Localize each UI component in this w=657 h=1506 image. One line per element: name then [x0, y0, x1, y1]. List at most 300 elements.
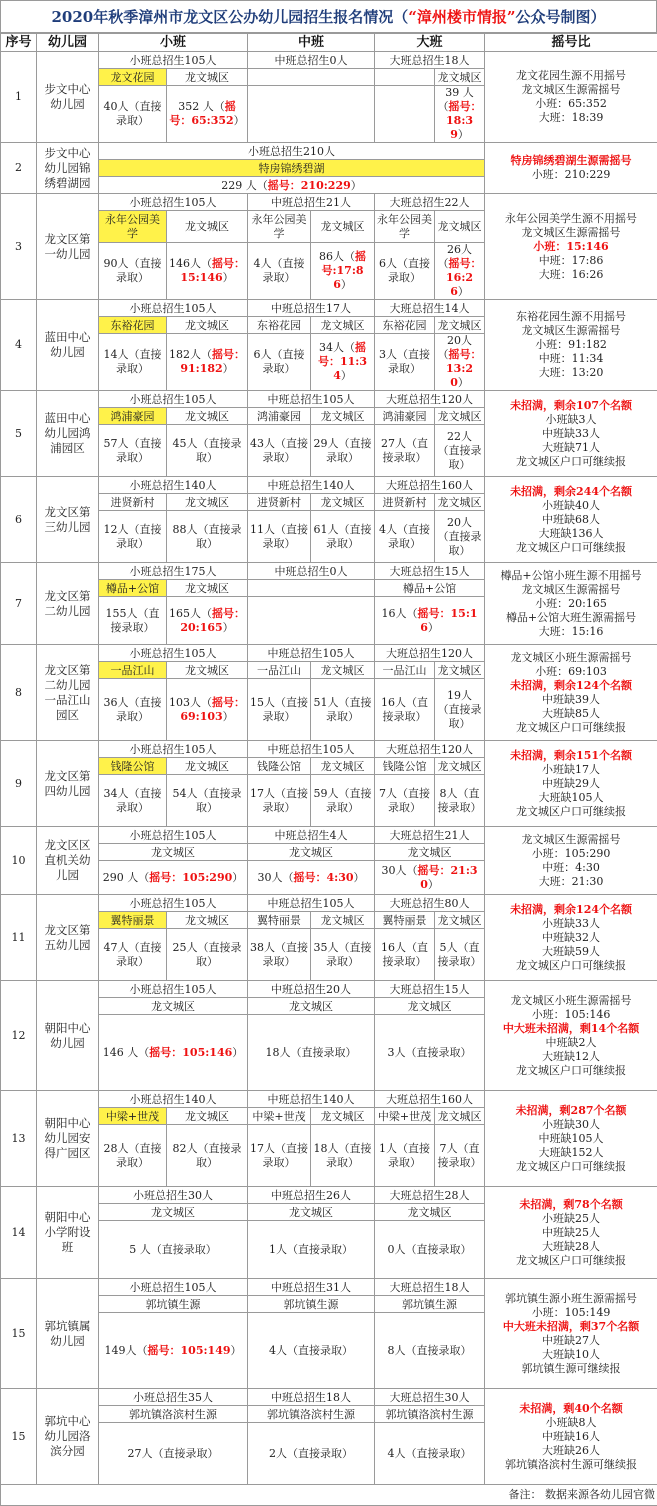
table-row — [1, 1389, 657, 1406]
count-text: 86人（ — [319, 250, 355, 263]
source-b: 龙文城区 — [167, 69, 248, 86]
row-name: 龙文区第二幼儿园一品江山园区 — [37, 645, 99, 741]
ratio-line: 中班缺32人 — [487, 931, 655, 945]
small-total: 小班总招生105人 — [99, 300, 248, 317]
count-end: ） — [223, 621, 234, 634]
ratio-line: 大班缺85人 — [487, 707, 655, 721]
row-name: 龙文区第二幼儿园 — [37, 563, 99, 645]
ratio-line: 小班：20:165 — [487, 597, 655, 611]
empty-cell — [248, 86, 375, 143]
count-cell: 36人（直接录取） — [99, 679, 167, 741]
ratio-line: 中班：4:30 — [487, 861, 655, 875]
ratio-line: 龙文城区户口可继续报 — [487, 721, 655, 735]
count-text: 16人（ — [382, 607, 418, 620]
ratio-cell — [485, 52, 657, 143]
count-cell — [311, 334, 375, 391]
ratio-cell — [485, 1187, 657, 1279]
source-a: 中梁+世茂 — [375, 1108, 435, 1125]
count-text: 20人（ — [438, 334, 473, 361]
row-name: 朝阳中心幼儿园 — [37, 981, 99, 1091]
ratio-line-red: 未招满，剩余244个名额 — [487, 485, 655, 499]
ratio-line: 中班缺33人 — [487, 427, 655, 441]
small-total: 小班总招生175人 — [99, 563, 248, 580]
source-a: 郭坑镇生源 — [248, 1296, 375, 1313]
row-name: 郭坑中心幼儿园洛滨分园 — [37, 1389, 99, 1485]
source-a: 翼特丽景 — [375, 912, 435, 929]
source-a: 钱隆公馆 — [248, 758, 311, 775]
ratio-line: 中班缺16人 — [487, 1430, 655, 1444]
count-cell: 82人（直接录取） — [167, 1125, 248, 1187]
ratio-line: 小班：69:103 — [487, 665, 655, 679]
ratio-line-red: 未招满，剩78个名额 — [487, 1198, 655, 1212]
count-cell: 17人（直接录取） — [248, 1125, 311, 1187]
source-a: 翼特丽景 — [248, 912, 311, 929]
row-no: 13 — [1, 1091, 37, 1187]
row-no: 11 — [1, 895, 37, 981]
middle-total: 中班总招生105人 — [248, 391, 375, 408]
big-total: 大班总招生15人 — [375, 563, 485, 580]
source-b: 龙文城区 — [311, 1108, 375, 1125]
middle-total: 中班总招生31人 — [248, 1279, 375, 1296]
ratio-line: 小班：105:146 — [487, 1008, 655, 1022]
big-total: 大班总招生18人 — [375, 52, 485, 69]
lottery-text: 摇号:17:86 — [321, 250, 366, 291]
header-ratio: 摇号比 — [485, 34, 657, 52]
count-text: 30人（ — [382, 864, 418, 877]
count-cell — [167, 679, 248, 741]
ratio-line-red: 未招满，剩余107个名额 — [487, 399, 655, 413]
big-total: 大班总招生21人 — [375, 827, 485, 844]
ratio-line: 龙文城区生源需摇号 — [487, 226, 655, 240]
ratio-line: 大班缺28人 — [487, 1240, 655, 1254]
count-cell: 29人（直接录取） — [311, 425, 375, 477]
source-a: 东裕花园 — [99, 317, 167, 334]
row-no: 5 — [1, 391, 37, 477]
big-total: 大班总招生28人 — [375, 1187, 485, 1204]
count-cell: 20人（直接录取） — [435, 511, 485, 563]
source-a: 永年公园美学 — [375, 211, 435, 243]
source-a: 龙文城区 — [99, 998, 248, 1015]
big-total: 大班总招生120人 — [375, 391, 485, 408]
big-total: 大班总招生30人 — [375, 1389, 485, 1406]
ratio-line: 小班：105:290 — [487, 847, 655, 861]
source-a: 中梁+世茂 — [248, 1108, 311, 1125]
middle-total: 中班总招生105人 — [248, 645, 375, 662]
ratio-line: 龙文花园生源不用摇号 — [487, 69, 655, 83]
big-total: 大班总招生22人 — [375, 194, 485, 211]
ratio-cell — [485, 741, 657, 827]
count-cell: 7人（直接录取） — [435, 1125, 485, 1187]
count-cell — [375, 861, 485, 895]
count-end: ） — [354, 871, 365, 884]
ratio-line: 大班：15:16 — [487, 625, 655, 639]
source-a: 鸿浦豪园 — [99, 408, 167, 425]
row-no: 1 — [1, 52, 37, 143]
count-cell: 88人（直接录取） — [167, 511, 248, 563]
source-b: 龙文城区 — [167, 662, 248, 679]
count-cell: 1人（直接录取） — [248, 1221, 375, 1279]
small-total: 小班总招生105人 — [99, 645, 248, 662]
row-no: 2 — [1, 143, 37, 194]
ratio-line: 龙文城区生源需摇号 — [487, 83, 655, 97]
source-b: 龙文城区 — [311, 662, 375, 679]
source-b: 龙文城区 — [435, 662, 485, 679]
ratio-line: 中班缺2人 — [487, 1036, 655, 1050]
source-b: 龙文城区 — [311, 912, 375, 929]
middle-total: 中班总招生20人 — [248, 981, 375, 998]
count-cell: 6人（直接录取） — [375, 243, 435, 300]
count-cell: 25人（直接录取） — [167, 929, 248, 981]
source-a: 郭坑镇洛滨村生源 — [99, 1406, 248, 1423]
ratio-line: 大班缺59人 — [487, 945, 655, 959]
lottery-text: 摇号：105:290 — [149, 871, 232, 884]
lottery-text: 摇号：18:39 — [446, 100, 482, 141]
count-cell: 4人（直接录取） — [375, 1423, 485, 1485]
row-no: 3 — [1, 194, 37, 300]
header-no: 序号 — [1, 34, 37, 52]
source-a: 郭坑镇洛滨村生源 — [248, 1406, 375, 1423]
source-a: 鸿浦豪园 — [375, 408, 435, 425]
ratio-line: 小班缺8人 — [487, 1416, 655, 1430]
source-a: 进贤新村 — [99, 494, 167, 511]
table-row — [1, 477, 657, 494]
count-text: 182人（ — [169, 348, 212, 361]
count-cell: 59人（直接录取） — [311, 775, 375, 827]
count-cell: 3人（直接录取） — [375, 334, 435, 391]
count-cell: 51人（直接录取） — [311, 679, 375, 741]
ratio-cell — [485, 645, 657, 741]
count-cell: 8人（直接录取） — [375, 1313, 485, 1389]
row-name: 龙文区第一幼儿园 — [37, 194, 99, 300]
count-cell: 61人（直接录取） — [311, 511, 375, 563]
count-cell: 5 人（直接录取） — [99, 1221, 248, 1279]
ratio-line: 郭坑镇生源小班生源需摇号 — [487, 1292, 655, 1306]
count-cell: 19人（直接录取） — [435, 679, 485, 741]
big-total: 大班总招生120人 — [375, 645, 485, 662]
lottery-text: 摇号：20:165 — [180, 607, 245, 634]
count-cell: 0人（直接录取） — [375, 1221, 485, 1279]
row-name: 步文中心幼儿园 — [37, 52, 99, 143]
ratio-line: 龙文城区生源需摇号 — [487, 583, 655, 597]
count-text: 165人（ — [169, 607, 212, 620]
table-row — [1, 1187, 657, 1204]
middle-total: 中班总招生140人 — [248, 477, 375, 494]
table-row — [1, 143, 657, 160]
count-text: 352 人（ — [178, 100, 225, 113]
ratio-cell — [485, 477, 657, 563]
row-name: 蓝田中心幼儿园鸿浦园区 — [37, 391, 99, 477]
ratio-line: 龙文城区小班生源需摇号 — [487, 651, 655, 665]
middle-total: 中班总招生17人 — [248, 300, 375, 317]
total-cell: 小班总招生210人 — [99, 143, 485, 160]
ratio-cell — [485, 895, 657, 981]
count-text: 26人（ — [438, 243, 473, 270]
table-row — [1, 827, 657, 844]
count-cell: 6人（直接录取） — [248, 334, 311, 391]
ratio-line: 小班：210:229 — [487, 168, 655, 182]
source-a: 龙文花园 — [99, 69, 167, 86]
source-b: 龙文城区 — [435, 408, 485, 425]
count-end: ） — [458, 376, 469, 389]
source-b: 龙文城区 — [167, 912, 248, 929]
small-total: 小班总招生105人 — [99, 1279, 248, 1296]
source-a: 郭坑镇生源 — [375, 1296, 485, 1313]
table-row — [1, 981, 657, 998]
row-name: 龙文区第三幼儿园 — [37, 477, 99, 563]
count-cell: 43人（直接录取） — [248, 425, 311, 477]
ratio-cell — [485, 1279, 657, 1389]
count-text: 30人（ — [258, 871, 294, 884]
empty-cell — [375, 69, 435, 86]
middle-total: 中班总招生4人 — [248, 827, 375, 844]
count-cell — [99, 861, 248, 895]
count-cell — [311, 243, 375, 300]
ratio-line: 龙文城区小班生源需摇号 — [487, 994, 655, 1008]
ratio-line: 龙文城区户口可继续报 — [487, 1254, 655, 1268]
row-name: 郭坑镇属幼儿园 — [37, 1279, 99, 1389]
ratio-line: 东裕花园生源不用摇号 — [487, 310, 655, 324]
count-end: ） — [223, 710, 234, 723]
small-total: 小班总招生30人 — [99, 1187, 248, 1204]
count-cell: 1人（直接录取） — [375, 1125, 435, 1187]
source-b: 龙文城区 — [167, 211, 248, 243]
ratio-line: 小班：65:352 — [487, 97, 655, 111]
ratio-line: 大班：16:26 — [487, 268, 655, 282]
source-a: 郭坑镇生源 — [99, 1296, 248, 1313]
count-cell: 54人（直接录取） — [167, 775, 248, 827]
lottery-text: 摇号：105:146 — [149, 1046, 232, 1059]
ratio-line: 大班：13:20 — [487, 366, 655, 380]
middle-total: 中班总招生0人 — [248, 52, 375, 69]
row-name: 朝阳中心小学附设班 — [37, 1187, 99, 1279]
table-row — [1, 1279, 657, 1296]
source-a: 进贤新村 — [248, 494, 311, 511]
count-end: ） — [232, 1046, 243, 1059]
row-no: 12 — [1, 981, 37, 1091]
count-end: ） — [351, 179, 362, 192]
source-a: 东裕花园 — [375, 317, 435, 334]
row-name: 朝阳中心幼儿园安得广园区 — [37, 1091, 99, 1187]
ratio-line-red: 特房锦绣碧湖生源需摇号 — [487, 154, 655, 168]
ratio-line: 大班缺26人 — [487, 1444, 655, 1458]
count-cell — [167, 86, 248, 143]
table-row — [1, 741, 657, 758]
count-text: 146 人（ — [103, 1046, 150, 1059]
source-b: 龙文城区 — [311, 317, 375, 334]
header-big: 大班 — [375, 34, 485, 52]
source-b: 龙文城区 — [435, 317, 485, 334]
count-cell: 57人（直接录取） — [99, 425, 167, 477]
table-row — [1, 1091, 657, 1108]
ratio-line: 中班缺29人 — [487, 777, 655, 791]
ratio-cell — [485, 563, 657, 645]
source-b: 龙文城区 — [435, 69, 485, 86]
count-cell: 18人（直接录取） — [248, 1015, 375, 1091]
count-cell: 47人（直接录取） — [99, 929, 167, 981]
count-cell: 4人（直接录取） — [375, 511, 435, 563]
count-end: ） — [428, 621, 439, 634]
count-cell: 35人（直接录取） — [311, 929, 375, 981]
ratio-line: 小班缺33人 — [487, 917, 655, 931]
source-a: 樽品+公馆 — [99, 580, 167, 597]
count-cell: 12人（直接录取） — [99, 511, 167, 563]
source-b: 龙文城区 — [311, 211, 375, 243]
source-a: 进贤新村 — [375, 494, 435, 511]
source-b: 龙文城区 — [167, 408, 248, 425]
ratio-line: 大班：21:30 — [487, 875, 655, 889]
count-cell: 2人（直接录取） — [248, 1423, 375, 1485]
ratio-line: 龙文城区户口可继续报 — [487, 1064, 655, 1078]
middle-total: 中班总招生0人 — [248, 563, 375, 580]
table-row — [1, 194, 657, 211]
lottery-text: 摇号：210:229 — [268, 179, 351, 192]
count-cell — [167, 243, 248, 300]
count-cell — [99, 1313, 248, 1389]
count-text: 103人（ — [169, 696, 212, 709]
ratio-line: 郭坑镇洛滨村生源可继续报 — [487, 1458, 655, 1472]
ratio-line: 樽品+公馆大班生源需摇号 — [487, 611, 655, 625]
row-no: 15 — [1, 1279, 37, 1389]
middle-total: 中班总招生18人 — [248, 1389, 375, 1406]
source-b: 龙文城区 — [435, 494, 485, 511]
count-cell: 17人（直接录取） — [248, 775, 311, 827]
source-a: 樽品+公馆 — [375, 580, 485, 597]
title-highlight: “漳州楼市情报” — [408, 8, 515, 26]
ratio-line: 小班：91:182 — [487, 338, 655, 352]
row-name: 龙文区第四幼儿园 — [37, 741, 99, 827]
count-end: ） — [232, 871, 243, 884]
count-text: 229 人（ — [221, 179, 268, 192]
big-total: 大班总招生15人 — [375, 981, 485, 998]
ratio-line: 龙文城区户口可继续报 — [487, 805, 655, 819]
source-b: 龙文城区 — [435, 912, 485, 929]
source-a: 龙文城区 — [99, 844, 248, 861]
count-cell — [435, 243, 485, 300]
row-no: 15 — [1, 1389, 37, 1485]
row-name: 步文中心幼儿园锦绣碧湖园 — [37, 143, 99, 194]
row-no: 8 — [1, 645, 37, 741]
ratio-cell — [485, 194, 657, 300]
big-total: 大班总招生160人 — [375, 477, 485, 494]
count-cell: 27人（直接录取） — [99, 1423, 248, 1485]
big-total: 大班总招生120人 — [375, 741, 485, 758]
ratio-line: 郭坑镇生源可继续报 — [487, 1362, 655, 1376]
count-cell: 34人（直接录取） — [99, 775, 167, 827]
ratio-line-red: 小班：15:146 — [487, 240, 655, 254]
source-a: 钱隆公馆 — [375, 758, 435, 775]
middle-total: 中班总招生140人 — [248, 1091, 375, 1108]
count-cell — [99, 1015, 248, 1091]
header-kindergarten: 幼儿园 — [37, 34, 99, 52]
lottery-text: 摇号：11:34 — [318, 341, 367, 382]
source-b: 龙文城区 — [311, 758, 375, 775]
count-end: ） — [458, 128, 469, 141]
count-end: ） — [231, 1344, 242, 1357]
ratio-line: 大班：18:39 — [487, 111, 655, 125]
header-row — [1, 34, 657, 52]
source-a: 鸿浦豪园 — [248, 408, 311, 425]
count-end: ） — [428, 878, 439, 891]
count-cell: 16人（直接录取） — [375, 679, 435, 741]
source-a: 龙文城区 — [248, 844, 375, 861]
ratio-line-red: 未招满，剩余124个名额 — [487, 679, 655, 693]
row-no: 10 — [1, 827, 37, 895]
ratio-line: 大班缺71人 — [487, 441, 655, 455]
count-text: 290 人（ — [103, 871, 150, 884]
title-suffix: 公众号制图） — [516, 8, 606, 26]
source-b: 龙文城区 — [435, 211, 485, 243]
big-total: 大班总招生18人 — [375, 1279, 485, 1296]
ratio-line: 龙文城区户口可继续报 — [487, 959, 655, 973]
lottery-text: 摇号：65:352 — [169, 100, 235, 127]
empty-cell — [248, 580, 375, 597]
ratio-line: 中班：17:86 — [487, 254, 655, 268]
source-b: 龙文城区 — [167, 494, 248, 511]
count-cell: 155人（直接录取） — [99, 597, 167, 645]
lottery-text: 摇号：21:30 — [418, 864, 478, 891]
lottery-text: 摇号：105:149 — [148, 1344, 231, 1357]
count-cell — [167, 597, 248, 645]
empty-cell — [248, 597, 375, 645]
header-small: 小班 — [99, 34, 248, 52]
ratio-cell — [485, 143, 657, 194]
ratio-line: 大班缺105人 — [487, 791, 655, 805]
source-b: 龙文城区 — [435, 1108, 485, 1125]
small-total: 小班总招生140人 — [99, 1091, 248, 1108]
count-cell: 4人（直接录取） — [248, 1313, 375, 1389]
count-cell: 16人（直接录取） — [375, 929, 435, 981]
ratio-line: 小班缺25人 — [487, 1212, 655, 1226]
empty-cell — [248, 69, 375, 86]
row-name: 蓝田中心幼儿园 — [37, 300, 99, 391]
row-name: 龙文区第五幼儿园 — [37, 895, 99, 981]
row-no: 6 — [1, 477, 37, 563]
count-cell: 7人（直接录取） — [375, 775, 435, 827]
small-total: 小班总招生105人 — [99, 741, 248, 758]
ratio-line-red: 中大班未招满，剩37个名额 — [487, 1320, 655, 1334]
count-cell — [248, 861, 375, 895]
count-cell: 8人（直接录取） — [435, 775, 485, 827]
source-b: 龙文城区 — [167, 317, 248, 334]
count-cell: 22人（直接录取） — [435, 425, 485, 477]
count-cell: 14人（直接录取） — [99, 334, 167, 391]
source-b: 龙文城区 — [435, 758, 485, 775]
lottery-text: 摇号：13:20 — [446, 348, 482, 389]
count-cell: 4人（直接录取） — [248, 243, 311, 300]
source-b: 龙文城区 — [167, 758, 248, 775]
title-prefix: 2020年秋季漳州市龙文区公办幼儿园招生报名情况（ — [51, 8, 408, 26]
small-total: 小班总招生35人 — [99, 1389, 248, 1406]
ratio-cell — [485, 300, 657, 391]
count-cell: 27人（直接录取） — [375, 425, 435, 477]
enrollment-table — [0, 33, 657, 1506]
ratio-line-red: 未招满，剩余124个名额 — [487, 903, 655, 917]
ratio-cell — [485, 827, 657, 895]
source-a: 永年公园美学 — [248, 211, 311, 243]
ratio-line: 龙文城区户口可继续报 — [487, 1160, 655, 1174]
ratio-line-red: 中大班未招满，剩14个名额 — [487, 1022, 655, 1036]
row-no: 7 — [1, 563, 37, 645]
count-cell: 3人（直接录取） — [375, 1015, 485, 1091]
source-a: 龙文城区 — [248, 1204, 375, 1221]
table-row — [1, 52, 657, 69]
small-total: 小班总招生140人 — [99, 477, 248, 494]
count-cell — [375, 597, 485, 645]
ratio-line: 小班缺40人 — [487, 499, 655, 513]
row-no: 4 — [1, 300, 37, 391]
ratio-line: 小班缺30人 — [487, 1118, 655, 1132]
big-total: 大班总招生160人 — [375, 1091, 485, 1108]
